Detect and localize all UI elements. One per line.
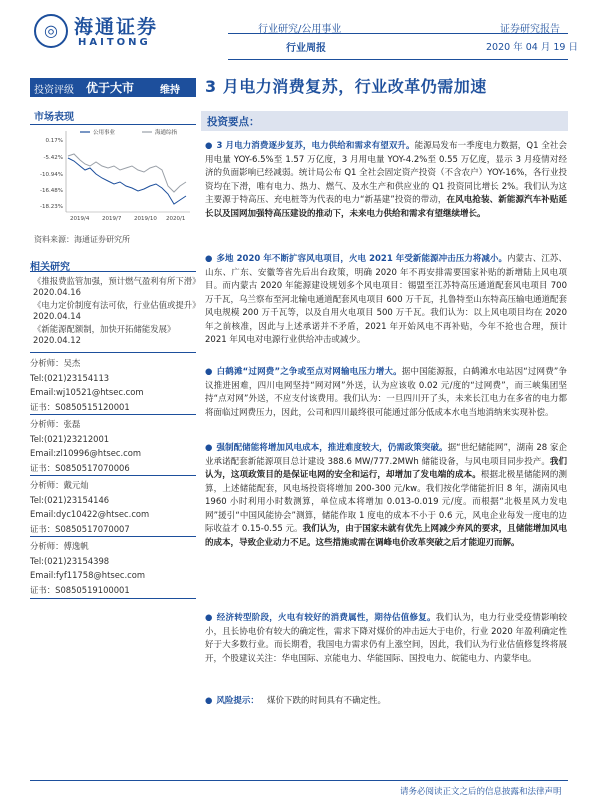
key-point-2 (205, 253, 567, 348)
analyst-email[interactable]: Email:fyf11758@htsec.com (30, 570, 146, 580)
key-point-heading: 经济转型阶段，火电有较好的消费属性，期待估值修复。 (216, 613, 436, 623)
logo-emblem-icon: ◎ (34, 14, 68, 48)
related-item-date: 2020.04.14 (33, 311, 81, 321)
footer-disclaimer[interactable]: 请务必阅读正文之后的信息披露和法律声明 (400, 787, 562, 797)
analyst-divider (30, 352, 196, 353)
key-points-header (201, 111, 568, 131)
analyst-cert: 证书：S0850517070007 (30, 523, 130, 534)
y-tick-label: -16.48% (40, 188, 63, 194)
bullet-icon: ● (205, 443, 213, 453)
key-point-heading: 白鹤滩“过网费”之争或至点对网输电压力增大。 (216, 367, 402, 377)
chart-source: 资料来源：海通证券研究所 (34, 235, 130, 244)
key-point-3 (205, 366, 567, 420)
key-point-1 (205, 140, 567, 221)
key-point-6 (205, 695, 567, 709)
analyst-name: 分析师：吴杰 (30, 358, 81, 368)
key-point-5 (205, 612, 567, 666)
key-points-heading: 投资要点： (207, 116, 260, 128)
x-tick-label: 2019/10 (134, 216, 157, 222)
key-point-heading: 3 月电力消费逐步复苏，电力供给和需求有望双升。 (216, 141, 415, 151)
series-line-utility (68, 158, 186, 204)
related-item[interactable] (33, 276, 201, 298)
key-point-emphasis: 我们认为，由于国家未就有优先上网减少弃风的要求，且储能增加风电的成本，导致企业动力不足。这些措施或需在调峰电价改革突破之后才能迎刃而解。 (205, 524, 567, 548)
related-heading: 相关研究 (30, 262, 70, 273)
market-divider (30, 124, 196, 125)
y-tick-label: -5.42% (43, 155, 63, 161)
key-point-body: 内蒙古、江苏、山东、广东、安徽等省先后出台政策，明确 2020 年不再安排需要国家补贴的新增陆上风电项目。而内蒙古 2020 年能源建设规划多个风电项目：锡盟至江苏特高压通道配套风电项目 700 万千瓦，乌兰察布至河北输电通道配套风电项目 600 万千瓦，扎鲁特至山东特高压输电通道配套风电规模 200 万千瓦等，以及自用火电项目 500 万千瓦。我们认为：以上风电项目均在 2020 年之前核准，因此与上述承诺并不矛盾，2021 年开始风电不再补贴，今年不抢也合理，预计 2021 年风电对电源行业供给冲击或减少。 (205, 254, 567, 345)
bullet-icon: ● (205, 367, 213, 377)
rating-status: 维持 (160, 85, 180, 96)
rating-value: 优于大市 (86, 81, 135, 95)
key-point-body: 煤价下跌的时间具有不确定性。 (266, 696, 386, 706)
report-title: 3 月电力消费复苏，行业改革仍需加速 (205, 77, 487, 96)
legend-label: 海通综指 (155, 130, 178, 136)
analyst-tel: Tel:(021)23212001 (30, 433, 110, 444)
analyst-divider (30, 475, 196, 476)
y-tick-label: 0.17% (45, 138, 63, 144)
bullet-icon: ● (205, 696, 213, 706)
header-divider (228, 33, 568, 34)
analyst-email[interactable]: Email:zl10996@htsec.com (30, 448, 142, 458)
report-date: 2020 年 04 月 19 日 (486, 42, 578, 53)
related-divider (30, 271, 196, 272)
report-label: 证券研究报告 (500, 24, 560, 35)
x-tick-label: 2019/4 (70, 216, 90, 222)
market-chart (30, 126, 196, 224)
analyst-name: 分析师：戴元灿 (30, 480, 89, 490)
market-heading: 市场表现 (34, 112, 74, 123)
analyst-cert: 证书：S0850517070006 (30, 462, 130, 473)
key-point-heading: 风险提示： (216, 696, 259, 706)
key-point-emphasis: 我们认为，这项政策目的是保证电网的安全和运行，却增加了发电端的成本。 (205, 456, 567, 480)
key-point-body: 能源局发布一季度电力数据，Q1 全社会用电量 YOY-6.5%至 1.57 万亿度，3 月用电量 YOY-4.2%至 0.55 万亿度，显示 3 月疫情对经济的负面影响已经减弱。统计局公布 Q1 全社会固定资产投资（不含农户）YOY-16%，各行业投资均在下滑，唯有电力、热力、燃气、及水生产和供应业的 Q1 投资同比增长 2%。我们认为这主要源于特高压、充电桩等为代表的电力“新基建”投资的带动， (205, 141, 567, 205)
analyst-divider (30, 598, 196, 599)
footer-divider (30, 780, 568, 781)
key-point-body: 我们认为，电力行业受疫情影响较小，且长协电价有较大的确定性，需求下降对煤价的冲击远大于电价，行业 2020 年盈利确定性好于大多数行业。而长期看，我国电力需求仍有上涨空间，因此，我们认为行业估值修复终将展开，个股建议关注：华电国际、京能电力、华能国际、国投电力、皖能电力、内蒙华电。 (205, 613, 567, 664)
bullet-icon: ● (205, 254, 213, 264)
y-tick-label: -10.94% (40, 172, 63, 178)
legend-label: 公用事业 (93, 130, 116, 136)
key-point-body: 根据北极星储能网的测算，上述储能配套，风电场投资将增加 200-300 元/kw。我们按化学储能折旧 8 年，湖南风电 1960 小时利用小时数测算，单位成本将增加 0.013-0.019 元/度。而根据“北极星风力发电网”援引“中国风能协会”测算，储能作取 1 度电的成本不小于 0.6 元，风电企业每发一度电的边际收益才 0.15-0.55 元。 (205, 470, 567, 534)
related-item[interactable] (33, 324, 198, 346)
analyst-cert: 证书：S0850519100001 (30, 584, 130, 595)
key-point-emphasis: 在风电抢装、新能源汽车补贴延长以及国网加强特高压建设的推动下，未来电力供给和需求有望继续增长。 (205, 195, 567, 219)
key-point-heading: 强制配储能将增加风电成本，推进难度较大，仍需政策突破。 (216, 443, 448, 453)
analyst-name: 分析师：张磊 (30, 419, 81, 429)
header-divider-bottom (228, 59, 568, 60)
chart-legend (80, 128, 178, 136)
analyst-card (30, 356, 196, 414)
bullet-icon: ● (205, 141, 213, 151)
analyst-card (30, 478, 196, 536)
analyst-tel: Tel:(021)23154398 (30, 555, 110, 566)
logo-chinese: 海通证券 (74, 16, 159, 38)
related-item-title[interactable]: 《推报费监管加强，预计燃气盈利有所下滑》 (33, 276, 201, 286)
analyst-email[interactable]: Email:wj10521@htsec.com (30, 387, 144, 397)
rating-label: 投资评级 (34, 85, 74, 96)
chart-y-ticks (40, 138, 63, 210)
analyst-tel: Tel:(021)23154113 (30, 372, 110, 383)
related-item-title[interactable]: 《新能源配额制，加快开拓储能发展》 (33, 324, 176, 334)
analyst-cert: 证书：S0850515120001 (30, 401, 130, 412)
related-item[interactable] (33, 300, 201, 322)
related-item-date: 2020.04.12 (33, 335, 81, 345)
analyst-divider (30, 536, 196, 537)
related-item-title[interactable]: 《电力定价制度有法可依，行业估值或提升》 (33, 300, 201, 310)
key-point-4 (205, 442, 567, 550)
y-tick-label: -18.23% (40, 204, 63, 210)
key-point-heading: 多地 2020 年不断扩容风电项目，火电 2021 年受新能源冲击压力将减小。 (216, 254, 508, 264)
analyst-tel: Tel:(021)23154146 (30, 494, 110, 505)
report-type: 行业周报 (286, 43, 326, 54)
analyst-name: 分析师：傅逸帆 (30, 541, 89, 551)
analyst-email[interactable]: Email:dyc10422@htsec.com (30, 509, 150, 519)
analyst-divider (30, 414, 196, 415)
investment-rating (30, 78, 196, 97)
company-logo (34, 12, 182, 52)
x-tick-label: 2019/7 (102, 216, 122, 222)
related-item-date: 2020.04.16 (33, 287, 81, 297)
chart-x-ticks (70, 216, 185, 222)
bullet-icon: ● (205, 613, 213, 623)
analyst-card (30, 417, 196, 475)
analyst-card (30, 539, 196, 597)
report-category: 行业研究/公用事业 (258, 24, 342, 35)
logo-english: HAITONG (78, 37, 151, 48)
key-point-body: 据中国能源报，白鹤滩水电站因“过网费”争议推进困难，四川电网坚持“网对网”外送，认为应该收 0.02 元/度的“过网费”，而三峡集团坚持“点对网”外送，不应支付该费用。我们认为：一旦四川开了头，未来长江电力在多省的电力都将面临过网费压力，因此，公司和四川最终很可能通过部分低成本水电当地消纳来实现补偿。 (205, 367, 568, 418)
x-tick-label: 2020/1 (166, 216, 186, 222)
key-point-body: 据“世纪储能网”，湖南 28 家企业承诺配套新能源项目总计建设 388.6 MW/777.2MWh 储能设备，与风电项目同步投产。 (205, 443, 567, 467)
